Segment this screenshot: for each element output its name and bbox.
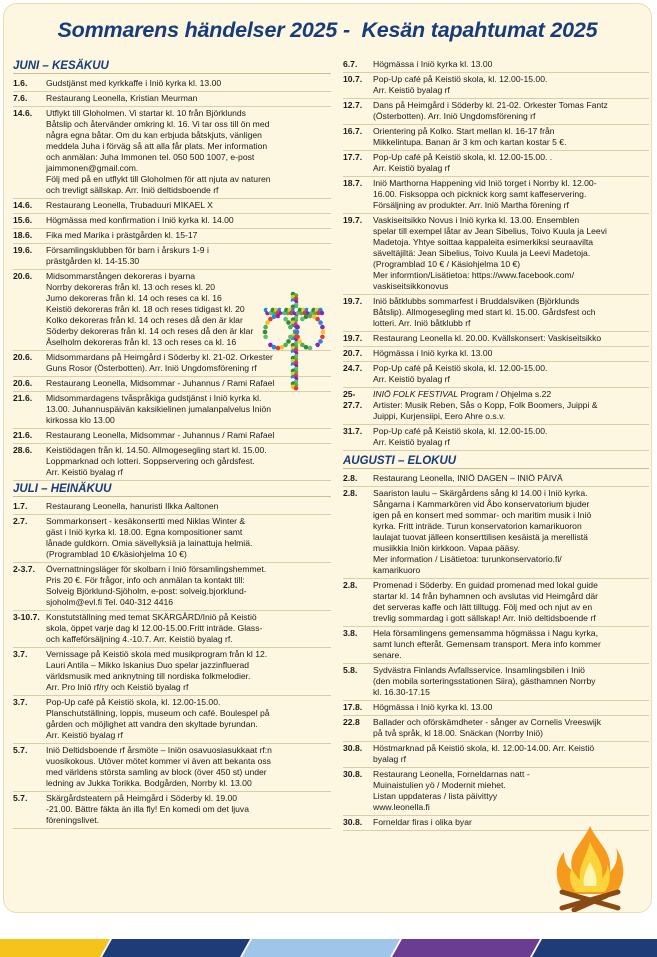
event-item <box>343 487 649 579</box>
midsummer-pole-icon <box>262 290 326 394</box>
event-list-juli-left <box>13 500 331 829</box>
event-date: 2.8. <box>343 488 358 498</box>
stripe-navy <box>102 939 250 957</box>
event-date: 15.6. <box>13 215 33 225</box>
event-item <box>343 73 649 99</box>
event-text: Högmässa i Iniö kyrka kl. 13.00 <box>373 702 493 712</box>
left-column <box>13 58 331 829</box>
event-text: Restaurang Leonella, Forneldarnas natt - Muinaistulien yö / Modernit miehet. Listan uppdateras / lista päivittyy www.leonella.fi <box>373 769 530 812</box>
event-item <box>343 472 649 487</box>
event-date: 3.7. <box>13 697 28 707</box>
stripe-purple <box>392 939 540 957</box>
event-item <box>13 244 331 270</box>
event-item <box>13 392 331 429</box>
event-text: Restaurang Leonella, Trubaduuri MIKAEL X <box>46 200 213 210</box>
event-date: 30.8. <box>343 817 363 827</box>
event-date: 22.8 <box>343 717 360 727</box>
event-date: 30.8. <box>343 743 363 753</box>
event-item <box>13 92 331 107</box>
event-item <box>13 107 331 199</box>
event-text: Orientering på Kolko. Start mellan kl. 16-17 från Mikkelintupa. Banan är 3 km och kartan kostar 5 €. <box>373 126 567 147</box>
event-text: Sydvästra Finlands Avfallsservice. Insamlingsbilen i Iniö (den mobila sorteringsstationen Siira), gästhamnen Norrby kl. 16.30-17.15 <box>373 665 596 697</box>
event-item <box>13 563 331 611</box>
event-date: 2.8. <box>343 473 358 483</box>
event-date: 7.6. <box>13 93 28 103</box>
event-text: Pop-Up café på Keistiö skola, kl. 12.00-15.00. Arr. Keistiö byalag rf <box>373 74 548 95</box>
page-title: Sommarens händelser 2025 - Kesän tapahtumat 2025 <box>57 18 598 42</box>
event-text: Midsommardagens tvåspråkiga gudstjänst i Iniö kyrka kl. 13.00. Juhannuspäivän kaksikielinen jumalanpalvelus Iniön kirkossa klo 13.00 <box>46 393 272 425</box>
event-text: Forneldar firas i olika byar <box>373 817 472 827</box>
event-item <box>13 500 331 515</box>
event-text: Övernattningsläger för skolbarn i Iniö församlingshemmet. Pris 20 €. För frågor, info och anmälan ta kontakt till: Solveig Björklund-Sjöholm, e-post: solveig.bjorklund- sjoholm@evl.fi Tel. 040-312 4416 <box>46 564 267 607</box>
event-date: 3.8. <box>343 628 358 638</box>
event-item <box>343 125 649 151</box>
event-date: 19.7. <box>343 215 363 225</box>
event-text: Hela församlingens gemensamma högmässa i Nagu kyrka, samt lunch efteråt. Gemensam transport. Mera info kommer senare. <box>373 628 601 660</box>
event-list-juni <box>13 77 331 481</box>
event-date: 16.7. <box>343 126 363 136</box>
event-date: 20.7. <box>343 348 363 358</box>
event-item <box>343 362 649 388</box>
event-text: Utflykt till Gloholmen. Vi startar kl. 10 från Björklunds Båtslip och återvänder omkring kl. 16. Vi tar oss till ön med några egna båtar. Om du kan erbjuda båtskjuts, vänligen meddela Juha i förväg så att alla får plats. Mer information och anmälan: Juha Immonen tel. 050 500 1007, e-post jaimmonen@gmail.com. Följ med på en utflykt till Gloholmen för att njuta av naturen och trevligt sällskap. Arr. Iniö deltidsboende rf <box>46 108 271 195</box>
event-date: 17.7. <box>343 152 363 162</box>
event-date: 10.7. <box>343 74 363 84</box>
event-text-rest: Program / Ohjelma s.22 Artister: Musik Reben, Sås o Kopp, Folk Boomers, Juippi & Juippi, Kurjensiipi, Eero Ahre o.s.v. <box>373 389 598 421</box>
event-item <box>343 425 649 451</box>
event-text: Församlingsklubben för barn i årskurs 1-9 i prästgården kl. 14-15.30 <box>46 245 209 266</box>
event-date: 17.8. <box>343 702 363 712</box>
event-text: Keistiödagen från kl. 14.50. Allmogesegling start kl. 15.00. Loppmarknad och lotteri. Soppservering och gårdsfest. Arr. Keistiö byalag rf <box>46 445 267 477</box>
event-text: Midsommarstången dekoreras i byarna Norrby dekoreras från kl. 13 och reses kl. 20 Jumo dekoreras från kl. 14 och reses ca kl. 16 Keistiö dekoreras från kl. 18 och reses tidigast kl. 20 Kolko dekoreras från kl. 14 och reses då den är klar Söderby dekoreras från kl. 14 och reses då den är klar Åselholm dekoreras från kl. 13 och reses ca kl. 16 <box>46 271 254 347</box>
event-date: 2.7. <box>13 516 28 526</box>
event-text: Högmässa med konfirmation i Iniö kyrka kl. 14.00 <box>46 215 234 225</box>
event-item <box>13 199 331 214</box>
event-date: 14.6. <box>13 200 33 210</box>
event-date: 28.6. <box>13 445 33 455</box>
event-item <box>13 444 331 481</box>
event-item <box>13 792 331 829</box>
event-item <box>13 696 331 744</box>
event-item <box>13 229 331 244</box>
event-text <box>373 389 649 422</box>
stripe-navy-2 <box>532 939 657 957</box>
event-date: 24.7. <box>343 363 363 373</box>
event-item <box>13 515 331 563</box>
event-date: 19.7. <box>343 296 363 306</box>
bonfire-icon <box>552 820 628 913</box>
right-column <box>343 58 649 831</box>
event-date: 19.6. <box>13 245 33 255</box>
event-text: Restaurang Leonella kl. 20.00. Kvällskonsert: Vaskiseitsikko <box>373 333 602 343</box>
event-title-italic: INIÖ FOLK FESTIVAL <box>373 389 459 399</box>
event-item <box>343 579 649 627</box>
event-item <box>343 347 649 362</box>
event-item <box>343 742 649 768</box>
event-text: Ballader och oförskämdheter - sånger av Cornelis Vreeswijk på två språk, kl 18.00. Snäckan (Norrby Iniö) <box>373 717 601 738</box>
event-text: Gudstjänst med kyrkkaffe i Iniö kyrka kl. 13.00 <box>46 78 222 88</box>
event-text: Fika med Marika i prästgården kl. 15-17 <box>46 230 198 240</box>
event-text: Pop-Up café på Keistiö skola, kl. 12.00-15.00. Arr. Keistiö byalag rf <box>373 426 548 447</box>
event-item <box>13 214 331 229</box>
event-text: Restaurang Leonella, INIÖ DAGEN – INIÖ PÄIVÄ <box>373 473 563 483</box>
event-text: Restaurang Leonella, Kristian Meurman <box>46 93 198 103</box>
event-text: Konstutställning med temat SKÄRGÅRD/Iniö på Keistiö skola, öppet varje dag kl 12.00-15.00.Fritt inträde. Glass- och kaffeförsäljning 4.-10.7. Arr. Keistiö byalag rf. <box>46 612 263 644</box>
event-text: Sommarkonsert - kesäkonsertti med Niklas Winter & gäst i Iniö kyrka kl. 18.00. Egna kompositioner samt lånade guldkorn. Omia sävellyksiä ja lainattuja helmiä. (Programblad 10 €/käsiohjelma 10 €) <box>46 516 253 559</box>
event-date: 1.7. <box>13 501 28 511</box>
event-date: 18.6. <box>13 230 33 240</box>
event-date: 6.7. <box>343 59 358 69</box>
event-item <box>13 744 331 792</box>
stripe-yellow <box>0 939 110 957</box>
event-date: 25-27.7. <box>343 389 363 410</box>
event-item <box>13 611 331 648</box>
event-item <box>343 716 649 742</box>
section-heading-juni: JUNI – KESÄKUU <box>13 60 331 74</box>
event-date: 2-3.7. <box>13 564 35 574</box>
event-text: Höstmarknad på Keistiö skola, kl. 12.00-14.00. Arr. Keistiö byalag rf <box>373 743 595 764</box>
event-item <box>343 388 649 425</box>
event-date: 31.7. <box>343 426 363 436</box>
event-date: 20.6. <box>13 352 33 362</box>
event-date: 5.7. <box>13 793 28 803</box>
event-text: Iniö båtklubbs sommarfest i Bruddalsviken (Björklunds Båtslip). Allmogesegling med start kl. 15.00. Gårdsfest och lotteri. Arr. Iniö båtklubb rf <box>373 296 596 328</box>
event-date: 5.7. <box>13 745 28 755</box>
event-date: 20.6. <box>13 378 33 388</box>
event-item <box>343 151 649 177</box>
event-date: 21.6. <box>13 393 33 403</box>
event-text: Högmässa i Iniö kyrka kl. 13.00 <box>373 348 493 358</box>
event-text: Dans på Heimgård i Söderby kl. 21-02. Orkester Tomas Fantz (Österbotten). Arr. Iniö Ungdomsförening rf <box>373 100 608 121</box>
event-item <box>343 295 649 332</box>
event-date: 12.7. <box>343 100 363 110</box>
event-date: 3-10.7. <box>13 612 40 622</box>
event-date: 3.7. <box>13 649 28 659</box>
event-item <box>343 332 649 347</box>
event-text: Pop-Up café på Keistiö skola, kl. 12.00-15.00. Planschutställning, loppis, museum och café. Boulespel på gården och möjlighet att vandra den skyltade byrundan. Arr. Keistiö byalag rf <box>46 697 270 740</box>
event-date: 19.7. <box>343 333 363 343</box>
event-text: Restaurang Leonella, Midsommar - Juhannus / Rami Rafael <box>46 430 275 440</box>
stripe-lightblue <box>242 939 400 957</box>
event-text: Promenad i Söderby. En guidad promenad med lokal guide startar kl. 14 från byhamnen och avslutas vid Heimgård där det serveras kaffe och lätt tilltugg. Följ med och njut av en trevlig sommardag i gott sällskap! Arr. Iniö deltidsboende rf <box>373 580 598 623</box>
event-text: Vaskiseitsikko Novus i Iniö kyrka kl. 13.00. Ensemblen spelar till exempel låtar av Jean Sibelius, Toivo Kuula ja Leevi Madetoja. Yhtye soittaa kappaleita esimerkiksi seuraavilta säveltäjiltä: Jean Sibelius, Toivo Kuula ja Leevi Madetoja. (Programblad 10 € / Käsiohjelma 10 €) Mer informtion/Lisätietoa: https://www.facebook.com/ vaskiseitsikkonovus <box>373 215 607 291</box>
event-list-juli-right <box>343 58 649 451</box>
event-date: 21.6. <box>13 430 33 440</box>
event-item <box>343 177 649 214</box>
event-date: 18.7. <box>343 178 363 188</box>
event-date: 2.8. <box>343 580 358 590</box>
section-heading-juli: JULI – HEINÄKUU <box>13 483 331 497</box>
program-card <box>3 3 652 913</box>
event-text: Iniö Marthorna Happening vid Iniö torget i Norrby kl. 12.00- 16.00. Fisksoppa och picknick korg samt kaffeservering. Försäljning av produkter. Arr. Iniö Martha förening rf <box>373 178 597 210</box>
event-text: Restaurang Leonella, hanuristi Ilkka Aaltonen <box>46 501 219 511</box>
event-text: Restaurang Leonella, Midsommar - Juhannus / Rami Rafael <box>46 378 275 388</box>
event-list-augusti <box>343 472 649 831</box>
event-text: Midsommardans på Heimgård i Söderby kl. 21-02. Orkester Guns Rosor (Österbotten). Arr. Iniö Ungdomsförening rf <box>46 352 273 373</box>
event-text: Pop-Up café på Keistiö skola, kl. 12.00-15.00. . Arr. Keistiö byalag rf <box>373 152 553 173</box>
event-date: 14.6. <box>13 108 33 118</box>
event-item <box>343 627 649 664</box>
event-text: Iniö Deltidsboende rf årsmöte – Iniön osavuosiasukkaat rf:n vuosikokous. Utöver mötet kommer vi även att bekanta oss med världens största samling av block (över 450 st) under ledning av Jukka Torikka. Bodgården, Norrby kl. 13.00 <box>46 745 272 788</box>
event-item <box>13 429 331 444</box>
event-text: Skärgårdsteatern på Heimgård i Söderby kl. 19.00 -21.00. Bättre fäkta än illa fly! En komedi om det ljuva föreningslivet. <box>46 793 250 825</box>
event-text: Vernissage på Keistiö skola med musikprogram från kl 12. Lauri Antila – Mikko Iskanius Duo spelar jazzinfluerad världsmusik med anknytning till nordiska folkmelodier. Arr. Pro Iniö rf/ry och Keistiö byalag rf <box>46 649 268 692</box>
event-date: 20.6. <box>13 271 33 281</box>
color-stripes <box>0 936 657 957</box>
event-date: 1.6. <box>13 78 28 88</box>
event-text: Saariston laulu – Skärgårdens sång kl 14.00 i Iniö kyrka. Sångarna i Kammarkören vid Åbo konservatorium bjuder igen på en konsert med sommar- och maritim musik i Iniö kyrka. Fritt inträde. Turun konservatorion kamarikuoron laulajat tuovat jälleen konserttilisen kesäistä ja merellistä musiikkia Iniön kirkkoon. Vapaa pääsy. Mer information / Lisätietoa: turunkonservatorio.fi/ kamarikuoro <box>373 488 592 575</box>
event-item <box>343 664 649 701</box>
event-text: Pop-Up café på Keistiö skola, kl. 12.00-15.00. Arr. Keistiö byalag rf <box>373 363 548 384</box>
event-date: 30.8. <box>343 769 363 779</box>
section-heading-augusti: AUGUSTI – ELOKUU <box>343 455 649 469</box>
event-item <box>343 768 649 816</box>
event-text: Högmässa i Iniö kyrka kl. 13.00 <box>373 59 493 69</box>
event-item <box>343 701 649 716</box>
event-item <box>343 214 649 295</box>
event-item <box>343 99 649 125</box>
event-item <box>13 77 331 92</box>
event-item <box>343 58 649 73</box>
event-date: 5.8. <box>343 665 358 675</box>
event-item <box>13 648 331 696</box>
